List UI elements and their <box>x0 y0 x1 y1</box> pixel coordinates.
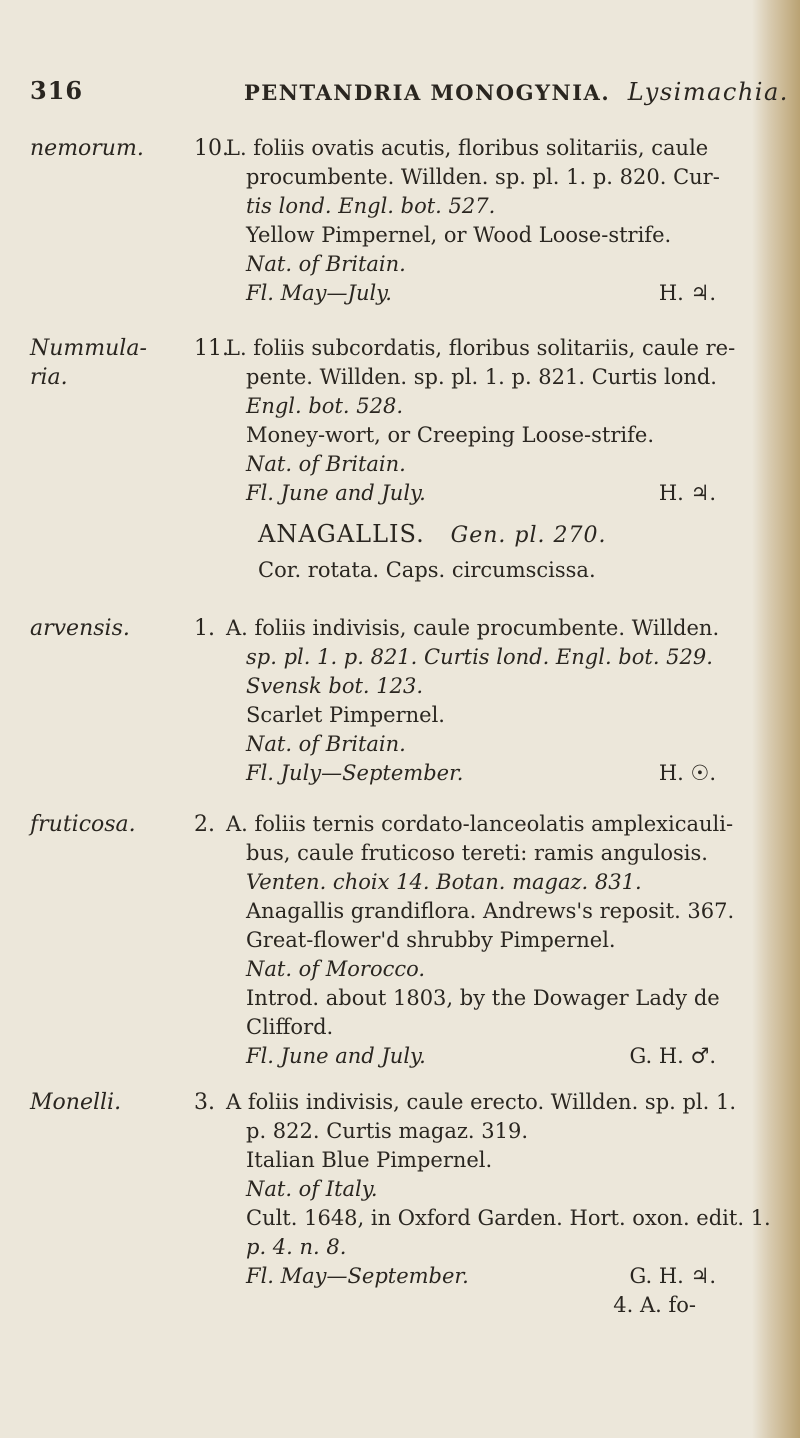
habitat-symbol: G. H. ♂. <box>629 1044 716 1068</box>
entry-text <box>226 810 746 1071</box>
flowering-time: Fl. May—July. <box>246 281 392 305</box>
entry-line: Nat. of Morocco. <box>246 957 426 981</box>
flowering-line <box>226 279 746 308</box>
running-head-title: PENTANDRIA MONOGYNIA. <box>244 80 611 105</box>
entry-line: procumbente. Willden. sp. pl. 1. p. 820. Cur- <box>246 165 720 189</box>
species-epithet <box>30 334 147 392</box>
entry-line: p. 4. n. 8. <box>246 1235 347 1259</box>
species-epithet: nemorum. <box>30 136 144 161</box>
entry-line: Engl. bot. 528. <box>246 394 403 418</box>
entry-number: 11. <box>194 336 229 361</box>
entry-line: A. foliis ternis cordato-lanceolatis amplexicauli- <box>226 812 734 836</box>
entry-line: Nat. of Britain. <box>246 732 406 756</box>
entry-line: p. 822. Curtis magaz. 319. <box>246 1119 529 1143</box>
flowering-line <box>226 1262 746 1291</box>
habitat-symbol: G. H. ♃. <box>629 1264 716 1288</box>
entry-line: Clifford. <box>246 1015 334 1039</box>
entry-line: Introd. about 1803, by the Dowager Lady de <box>246 986 720 1010</box>
genus-heading <box>258 520 606 582</box>
species-epithet-part: ria. <box>30 365 68 390</box>
entry-line: sp. pl. 1. p. 821. Curtis lond. Engl. bot. 529. <box>246 645 713 669</box>
genus-title-line <box>258 520 606 548</box>
entry-line: Nat. of Britain. <box>246 452 406 476</box>
species-epithet-part: Nummula- <box>30 336 147 361</box>
entry-text <box>226 1088 771 1317</box>
entry-number: 10. <box>194 136 229 161</box>
flowering-line <box>226 759 746 788</box>
entry-line: Venten. choix 14. Botan. magaz. 831. <box>246 870 642 894</box>
entry-number: 1. <box>194 616 215 641</box>
flowering-line <box>226 1042 746 1071</box>
species-epithet: arvensis. <box>30 616 130 641</box>
running-head <box>244 78 789 106</box>
entry-line: Cult. 1648, in Oxford Garden. Hort. oxon. edit. 1. <box>246 1206 771 1230</box>
entry-line: Anagallis grandiflora. Andrews's reposit. 367. <box>246 899 735 923</box>
entry-line: Scarlet Pimpernel. <box>246 703 445 727</box>
entry-line: Svensk bot. 123. <box>246 674 424 698</box>
page-number: 316 <box>30 76 84 105</box>
entry-line: A foliis indivisis, caule erecto. Willden. sp. pl. 1. <box>226 1090 737 1114</box>
entry-number: 2. <box>194 812 215 837</box>
flowering-time: Fl. July—September. <box>246 761 464 785</box>
entry-line: bus, caule fruticoso tereti: ramis angulosis. <box>246 841 708 865</box>
entry-line: tis lond. Engl. bot. 527. <box>246 194 496 218</box>
entry-text <box>226 334 746 508</box>
habitat-symbol: H. ♃. <box>658 281 716 305</box>
habitat-symbol: H. ♃. <box>658 481 716 505</box>
flowering-line <box>226 479 746 508</box>
entry-line: A. foliis indivisis, caule procumbente. Willden. <box>226 616 720 640</box>
genus-characters: Cor. rotata. Caps. circumscissa. <box>258 558 596 582</box>
entry-line: Money-wort, or Creeping Loose-strife. <box>246 423 655 447</box>
genus-name: ANAGALLIS. <box>258 520 425 548</box>
entry-line: Italian Blue Pimpernel. <box>246 1148 493 1172</box>
entry-line: Yellow Pimpernel, or Wood Loose-strife. <box>246 223 672 247</box>
entry-text <box>226 614 746 788</box>
entry-line: L. foliis ovatis acutis, floribus solitariis, caule <box>226 136 709 160</box>
flowering-time: Fl. June and July. <box>246 481 426 505</box>
entry-line: L. foliis subcordatis, floribus solitariis, caule re- <box>226 336 736 360</box>
flowering-time: Fl. June and July. <box>246 1044 426 1068</box>
species-epithet: fruticosa. <box>30 812 136 837</box>
species-epithet: Monelli. <box>30 1090 122 1115</box>
running-header <box>0 76 789 116</box>
entry-line: Nat. of Britain. <box>246 252 406 276</box>
genus-reference: Gen. pl. 270. <box>450 523 607 548</box>
running-head-genus: Lysimachia. <box>627 78 789 106</box>
entry-number: 3. <box>194 1090 215 1115</box>
catchword: 4. A. fo- <box>613 1293 696 1317</box>
entry-line: Great-flower'd shrubby Pimpernel. <box>246 928 616 952</box>
entry-line: pente. Willden. sp. pl. 1. p. 821. Curtis lond. <box>246 365 717 389</box>
entry-text <box>226 134 746 308</box>
flowering-time: Fl. May—September. <box>246 1264 469 1288</box>
entry-line: Nat. of Italy. <box>246 1177 378 1201</box>
habitat-symbol: H. ☉. <box>658 761 716 785</box>
